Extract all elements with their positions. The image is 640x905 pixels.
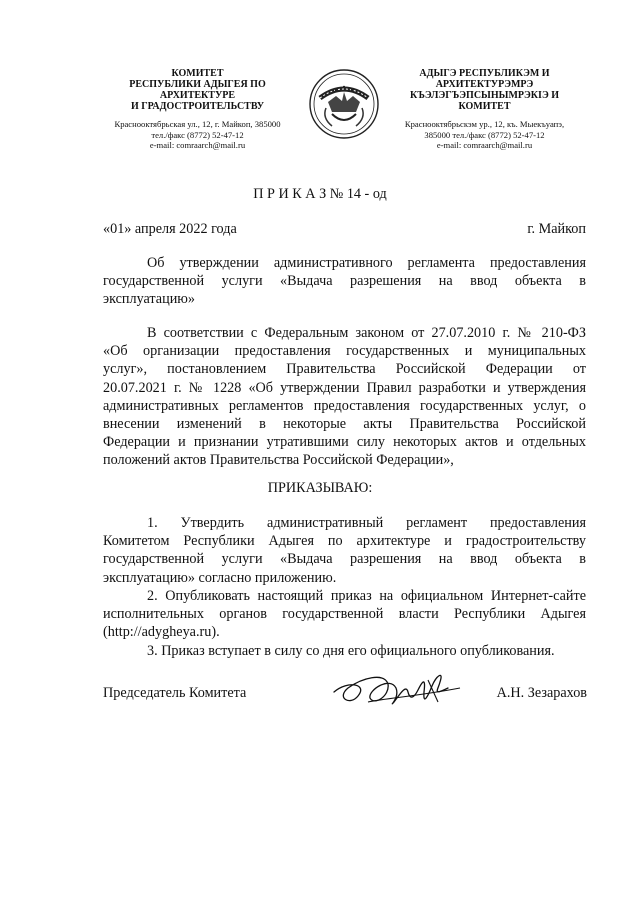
- preamble-line: 20.07.2021 г. № 1228 «Об утверждении Правил разработки и утверждения: [103, 379, 586, 396]
- signatory-position: Председатель Комитета: [103, 685, 247, 701]
- item1-line: 1. Утвердить административный регламент предоставления: [147, 515, 586, 531]
- order-preamble: [103, 324, 586, 470]
- order-item-1: [103, 514, 586, 587]
- header-left: [90, 68, 305, 151]
- header-left-line2: РЕСПУБЛИКИ АДЫГЕЯ ПО: [129, 79, 266, 90]
- header-left-line1: КОМИТЕТ: [171, 68, 224, 79]
- order-date: «01» апреля 2022 года: [103, 221, 237, 237]
- order-item-2: [103, 587, 586, 642]
- item2-line: 2. Опубликовать настоящий приказ на официальном Интернет-сайте: [147, 588, 586, 604]
- header-right-email: e-mail: comraarch@mail.ru: [436, 140, 533, 150]
- header-right: [382, 68, 587, 151]
- preamble-line: внесении изменений в некоторые акты Правительства Российской: [103, 416, 586, 433]
- header-right-phone: 385000 тел./факс (8772) 52-47-12: [424, 129, 545, 140]
- header-left-line4: И ГРАДОСТРОИТЕЛЬСТВУ: [130, 101, 265, 112]
- header-right-address: Краснооктябрьскэм ур., 12, къ. Мыекъуапэ,: [404, 119, 565, 129]
- header-left-line3: АРХИТЕКТУРЕ: [159, 90, 236, 101]
- header-right-line3: КЪЭЛЭГЪЭПСЫНЫМРЭКIЭ И: [409, 90, 560, 101]
- subject-line: государственной услуги «Выдача разрешения на ввод объекта в: [103, 273, 586, 290]
- order-title: П Р И К А З № 14 - од: [253, 186, 387, 202]
- order-city: г. Майкоп: [527, 221, 586, 237]
- preamble-line: В соответствии с Федеральным законом от 27.07.2010 г. № 210-ФЗ: [147, 325, 586, 341]
- order-subject: [103, 254, 586, 309]
- header-left-email: e-mail: comraarch@mail.ru: [149, 140, 246, 150]
- subject-line: Об утверждении административного регламента предоставления: [147, 255, 586, 271]
- header-right-line4: КОМИТЕТ: [458, 101, 511, 112]
- item1-line: государственной услуги «Выдача разрешения на ввод объекта в: [103, 551, 586, 568]
- item2-line: исполнительных органов государственной власти Республики Адыгея: [103, 606, 586, 623]
- preamble-line: Федерации и признании утратившими силу некоторых актов и отдельных: [103, 434, 586, 451]
- signatory-name: А.Н. Зезарахов: [496, 685, 587, 701]
- header-right-line1: АДЫГЭ РЕСПУБЛИКЭМ И: [419, 68, 550, 79]
- item1-line: эксплуатацию» согласно приложению.: [103, 569, 337, 586]
- item1-line: Комитетом Республики Адыгея по архитектуре и градостроительству: [103, 533, 586, 550]
- header-left-address: Краснооктябрьская ул., 12, г. Майкоп, 385000: [114, 119, 281, 129]
- header-left-phone: тел./факс (8772) 52-47-12: [151, 129, 244, 140]
- preamble-line: услуг», постановлением Правительства Российской Федерации от: [103, 361, 586, 378]
- item2-line: (http://adygheya.ru).: [103, 624, 220, 641]
- preamble-line: «Об организации предоставления государственных и муниципальных: [103, 343, 586, 360]
- order-item-3: 3. Приказ вступает в силу со дня его официального опубликования.: [147, 643, 555, 659]
- preamble-line: положений актов Правительства Российской Федерации»,: [103, 452, 454, 469]
- handwritten-signature: [328, 662, 468, 722]
- coat-of-arms-emblem: [306, 68, 382, 140]
- preamble-line: административных регламентов предоставления государственных услуг, о: [103, 397, 586, 414]
- order-word: ПРИКАЗЫВАЮ:: [267, 480, 373, 496]
- header-right-line2: АРХИТЕКТУРЭМРЭ: [435, 79, 534, 90]
- subject-line: эксплуатацию»: [103, 291, 195, 308]
